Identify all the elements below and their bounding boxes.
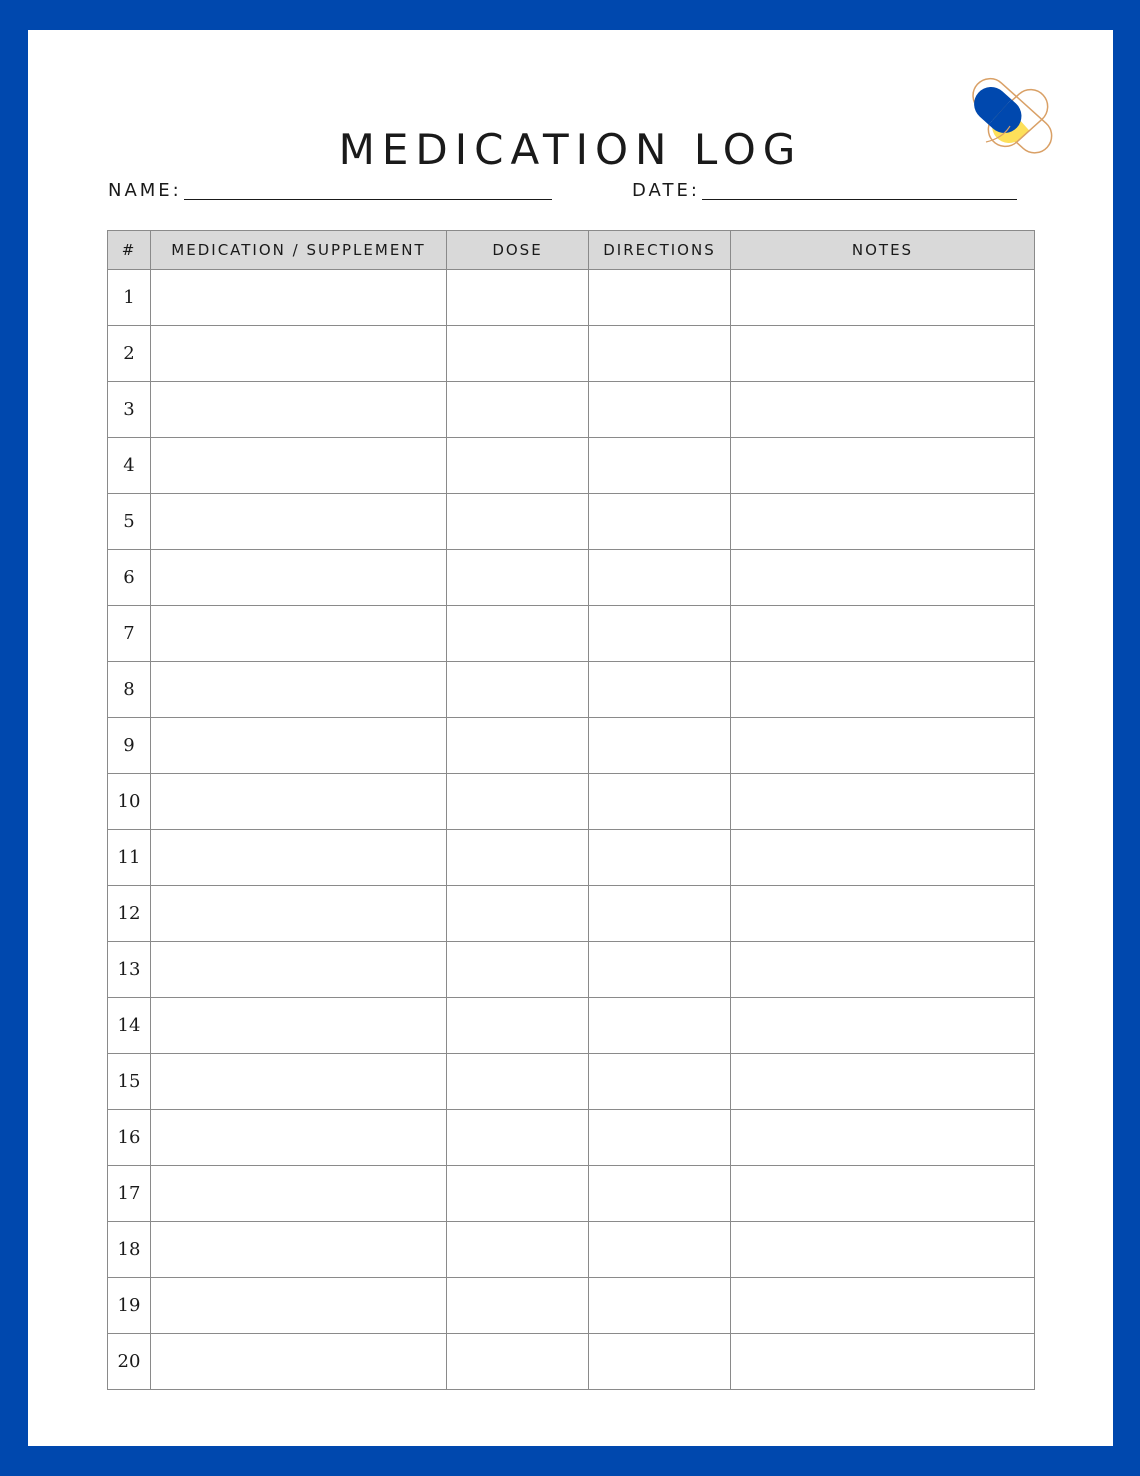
notes-cell[interactable] bbox=[731, 270, 1035, 326]
directions-cell[interactable] bbox=[589, 830, 731, 886]
medication-cell[interactable] bbox=[151, 998, 447, 1054]
notes-cell[interactable] bbox=[731, 438, 1035, 494]
row-number: 10 bbox=[108, 774, 151, 830]
medication-cell[interactable] bbox=[151, 1054, 447, 1110]
dose-cell[interactable] bbox=[447, 494, 589, 550]
directions-cell[interactable] bbox=[589, 494, 731, 550]
table-row bbox=[108, 438, 1035, 494]
dose-cell[interactable] bbox=[447, 886, 589, 942]
row-number: 3 bbox=[108, 382, 151, 438]
row-number: 19 bbox=[108, 1278, 151, 1334]
row-number: 18 bbox=[108, 1222, 151, 1278]
medication-cell[interactable] bbox=[151, 1334, 447, 1390]
notes-cell[interactable] bbox=[731, 1054, 1035, 1110]
directions-cell[interactable] bbox=[589, 550, 731, 606]
notes-cell[interactable] bbox=[731, 606, 1035, 662]
notes-cell[interactable] bbox=[731, 1166, 1035, 1222]
header-dose: DOSE bbox=[447, 231, 589, 270]
row-number: 11 bbox=[108, 830, 151, 886]
date-field bbox=[632, 182, 1017, 200]
directions-cell[interactable] bbox=[589, 1222, 731, 1278]
row-number: 13 bbox=[108, 942, 151, 998]
medication-cell[interactable] bbox=[151, 774, 447, 830]
directions-cell[interactable] bbox=[589, 606, 731, 662]
table-row bbox=[108, 270, 1035, 326]
header-directions: DIRECTIONS bbox=[589, 231, 731, 270]
row-number: 2 bbox=[108, 326, 151, 382]
directions-cell[interactable] bbox=[589, 1110, 731, 1166]
notes-cell[interactable] bbox=[731, 942, 1035, 998]
table-row bbox=[108, 774, 1035, 830]
row-number: 12 bbox=[108, 886, 151, 942]
dose-cell[interactable] bbox=[447, 1054, 589, 1110]
medication-cell[interactable] bbox=[151, 1222, 447, 1278]
row-number: 15 bbox=[108, 1054, 151, 1110]
notes-cell[interactable] bbox=[731, 886, 1035, 942]
medication-cell[interactable] bbox=[151, 438, 447, 494]
dose-cell[interactable] bbox=[447, 606, 589, 662]
table-row bbox=[108, 830, 1035, 886]
dose-cell[interactable] bbox=[447, 270, 589, 326]
dose-cell[interactable] bbox=[447, 942, 589, 998]
notes-cell[interactable] bbox=[731, 326, 1035, 382]
row-number: 8 bbox=[108, 662, 151, 718]
medication-cell[interactable] bbox=[151, 270, 447, 326]
medication-table bbox=[107, 230, 1035, 1390]
table-body bbox=[108, 270, 1035, 1390]
medication-log-page bbox=[28, 30, 1113, 1446]
row-number: 1 bbox=[108, 270, 151, 326]
notes-cell[interactable] bbox=[731, 382, 1035, 438]
table-row bbox=[108, 942, 1035, 998]
name-field bbox=[108, 182, 552, 200]
table-row bbox=[108, 1166, 1035, 1222]
directions-cell[interactable] bbox=[589, 1166, 731, 1222]
directions-cell[interactable] bbox=[589, 270, 731, 326]
dose-cell[interactable] bbox=[447, 1334, 589, 1390]
directions-cell[interactable] bbox=[589, 998, 731, 1054]
table-row bbox=[108, 382, 1035, 438]
header-medication: MEDICATION / SUPPLEMENT bbox=[151, 231, 447, 270]
dose-cell[interactable] bbox=[447, 382, 589, 438]
table-row bbox=[108, 1110, 1035, 1166]
notes-cell[interactable] bbox=[731, 1278, 1035, 1334]
row-number: 17 bbox=[108, 1166, 151, 1222]
row-number: 9 bbox=[108, 718, 151, 774]
table-row bbox=[108, 662, 1035, 718]
medication-cell[interactable] bbox=[151, 606, 447, 662]
directions-cell[interactable] bbox=[589, 942, 731, 998]
directions-cell[interactable] bbox=[589, 382, 731, 438]
notes-cell[interactable] bbox=[731, 718, 1035, 774]
notes-cell[interactable] bbox=[731, 998, 1035, 1054]
row-number: 5 bbox=[108, 494, 151, 550]
dose-cell[interactable] bbox=[447, 438, 589, 494]
dose-cell[interactable] bbox=[447, 774, 589, 830]
medication-cell[interactable] bbox=[151, 662, 447, 718]
table-row bbox=[108, 326, 1035, 382]
directions-cell[interactable] bbox=[589, 1278, 731, 1334]
directions-cell[interactable] bbox=[589, 438, 731, 494]
table-row bbox=[108, 1054, 1035, 1110]
page-title: MEDICATION LOG bbox=[338, 125, 803, 174]
notes-cell[interactable] bbox=[731, 662, 1035, 718]
medication-cell[interactable] bbox=[151, 1278, 447, 1334]
directions-cell[interactable] bbox=[589, 1334, 731, 1390]
row-number: 14 bbox=[108, 998, 151, 1054]
dose-cell[interactable] bbox=[447, 1110, 589, 1166]
dose-cell[interactable] bbox=[447, 550, 589, 606]
medication-cell[interactable] bbox=[151, 382, 447, 438]
notes-cell[interactable] bbox=[731, 1334, 1035, 1390]
table-row bbox=[108, 494, 1035, 550]
name-label: NAME: bbox=[108, 180, 182, 201]
row-number: 7 bbox=[108, 606, 151, 662]
notes-cell[interactable] bbox=[731, 494, 1035, 550]
row-number: 6 bbox=[108, 550, 151, 606]
notes-cell[interactable] bbox=[731, 1110, 1035, 1166]
table-row bbox=[108, 718, 1035, 774]
row-number: 16 bbox=[108, 1110, 151, 1166]
directions-cell[interactable] bbox=[589, 718, 731, 774]
table-row bbox=[108, 550, 1035, 606]
directions-cell[interactable] bbox=[589, 774, 731, 830]
table-row bbox=[108, 886, 1035, 942]
medication-cell[interactable] bbox=[151, 1166, 447, 1222]
row-number: 4 bbox=[108, 438, 151, 494]
date-blank-line[interactable] bbox=[702, 183, 1017, 200]
directions-cell[interactable] bbox=[589, 662, 731, 718]
dose-cell[interactable] bbox=[447, 830, 589, 886]
notes-cell[interactable] bbox=[731, 774, 1035, 830]
row-number: 20 bbox=[108, 1334, 151, 1390]
table-row bbox=[108, 606, 1035, 662]
table-row bbox=[108, 1278, 1035, 1334]
medication-cell[interactable] bbox=[151, 1110, 447, 1166]
name-blank-line[interactable] bbox=[184, 183, 552, 200]
table-row bbox=[108, 998, 1035, 1054]
header-number: # bbox=[108, 231, 151, 270]
directions-cell[interactable] bbox=[589, 886, 731, 942]
directions-cell[interactable] bbox=[589, 326, 731, 382]
table-row bbox=[108, 1334, 1035, 1390]
medication-cell[interactable] bbox=[151, 886, 447, 942]
dose-cell[interactable] bbox=[447, 662, 589, 718]
dose-cell[interactable] bbox=[447, 1278, 589, 1334]
header-notes: NOTES bbox=[731, 231, 1035, 270]
notes-cell[interactable] bbox=[731, 1222, 1035, 1278]
table-row bbox=[108, 1222, 1035, 1278]
medication-cell[interactable] bbox=[151, 326, 447, 382]
notes-cell[interactable] bbox=[731, 550, 1035, 606]
medication-cell[interactable] bbox=[151, 494, 447, 550]
dose-cell[interactable] bbox=[447, 998, 589, 1054]
dose-cell[interactable] bbox=[447, 326, 589, 382]
notes-cell[interactable] bbox=[731, 830, 1035, 886]
medication-cell[interactable] bbox=[151, 718, 447, 774]
medication-cell[interactable] bbox=[151, 830, 447, 886]
dose-cell[interactable] bbox=[447, 718, 589, 774]
medication-cell[interactable] bbox=[151, 550, 447, 606]
dose-cell[interactable] bbox=[447, 1222, 589, 1278]
date-label: DATE: bbox=[632, 180, 700, 201]
dose-cell[interactable] bbox=[447, 1166, 589, 1222]
medication-cell[interactable] bbox=[151, 942, 447, 998]
directions-cell[interactable] bbox=[589, 1054, 731, 1110]
table-header-row bbox=[108, 231, 1035, 270]
